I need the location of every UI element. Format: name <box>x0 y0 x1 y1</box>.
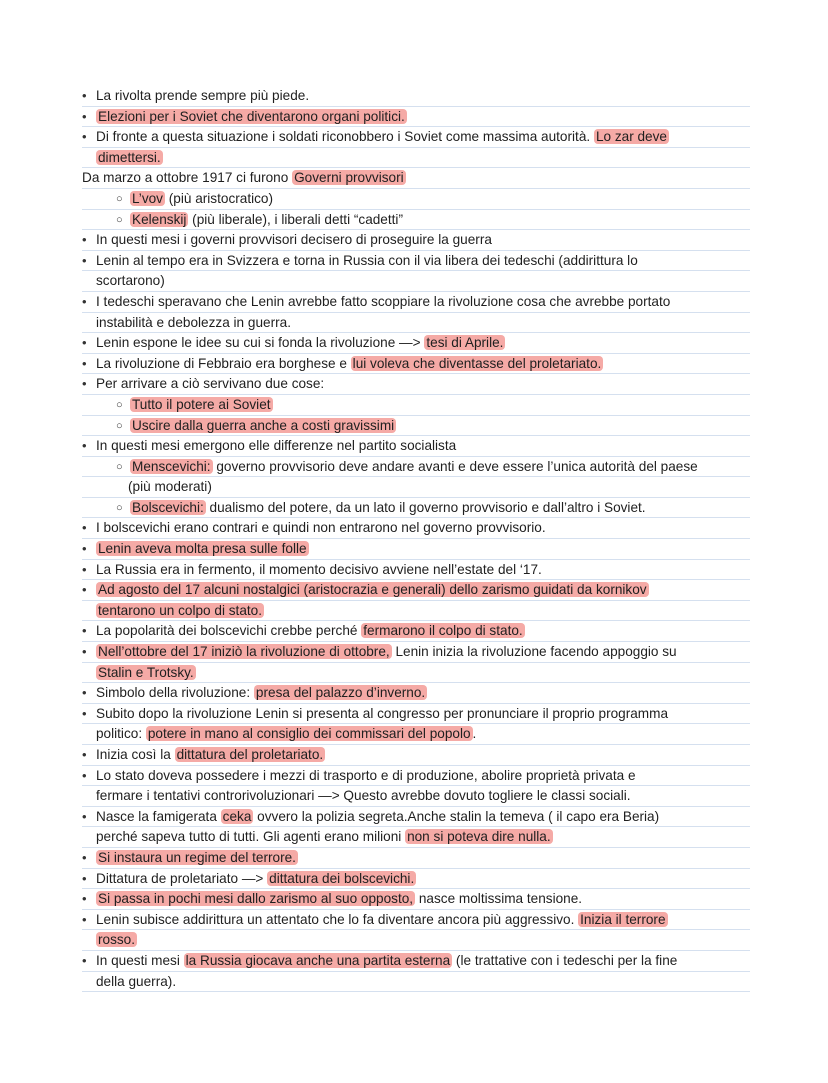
highlighted-text: Menscevichi: <box>132 458 211 474</box>
note-line <box>82 972 750 993</box>
note-text: La popolarità dei bolscevichi crebbe perché <box>96 623 362 639</box>
note-line <box>82 477 750 498</box>
highlighted-text: dimettersi. <box>98 149 161 165</box>
note-text: perché sapeva tutto di tutti. Gli agenti erano milioni <box>96 829 406 845</box>
note-line <box>82 518 750 539</box>
highlighted-text: presa del palazzo d’inverno. <box>255 685 426 701</box>
note-line <box>82 395 750 416</box>
highlighted-text: la Russia giocava anche una partita esterna <box>185 952 451 968</box>
note-line <box>82 642 750 663</box>
note-line <box>82 766 750 787</box>
note-text: I tedeschi speravano che Lenin avrebbe fatto scoppiare la rivoluzione cosa che avrebbe portato <box>96 293 671 309</box>
note-text: Subito dopo la rivoluzione Lenin si presenta al congresso per pronunciare il proprio programma <box>96 705 669 721</box>
note-line <box>82 848 750 869</box>
highlighted-text: Tutto il potere ai Soviet <box>132 396 271 412</box>
highlighted-text: Stalin e Trotsky. <box>98 664 194 680</box>
note-text: Nasce la famigerata <box>96 808 221 824</box>
bullet-icon: • <box>82 747 87 762</box>
bullet-icon: • <box>82 108 87 124</box>
note-line <box>82 416 750 437</box>
note-text: (le trattative con i tedeschi per la fine <box>452 952 678 968</box>
bullet-icon: • <box>82 376 87 392</box>
note-line <box>82 148 750 169</box>
note-text: nasce moltissima tensione. <box>415 891 583 907</box>
note-line <box>82 869 750 890</box>
note-text: Lenin al tempo era in Svizzera e torna in Russia con il via libera dei tedeschi (addirittura lo <box>96 252 638 268</box>
note-line <box>82 86 750 107</box>
bullet-icon: • <box>82 705 87 721</box>
highlighted-text: Inizia il terrore <box>580 911 666 927</box>
notes-list <box>82 86 750 992</box>
note-text: . <box>472 726 477 742</box>
note-text: ovvero la polizia segreta.Anche stalin la temeva ( il capo era Beria) <box>253 808 660 824</box>
note-line <box>82 580 750 601</box>
note-line <box>82 683 750 704</box>
note-line <box>82 724 750 745</box>
note-text: Lenin inizia la rivoluzione facendo appoggio su <box>391 644 677 660</box>
note-line <box>82 374 750 395</box>
bullet-icon: • <box>82 623 87 639</box>
highlighted-text: Elezioni per i Soviet che diventarono organi politici. <box>98 108 405 124</box>
note-line <box>82 827 750 848</box>
highlighted-text: fermarono il colpo di stato. <box>363 623 523 639</box>
bullet-icon: • <box>82 541 87 557</box>
bullet-icon: • <box>82 952 87 968</box>
note-line <box>82 745 750 766</box>
highlighted-text: rosso. <box>98 932 136 948</box>
note-line <box>82 786 750 807</box>
bullet-icon: • <box>82 520 87 536</box>
sub-bullet-icon: ○ <box>116 398 123 411</box>
sub-bullet-icon: ○ <box>116 192 123 205</box>
sub-bullet-icon: ○ <box>116 460 123 473</box>
bullet-icon: • <box>82 891 87 907</box>
note-line <box>82 951 750 972</box>
note-text: Inizia così la <box>96 747 175 762</box>
highlighted-text: ceka <box>222 808 252 824</box>
highlighted-text: Bolscevichi: <box>132 499 204 515</box>
bullet-icon: • <box>82 88 87 103</box>
bullet-icon: • <box>82 293 87 309</box>
note-text: La rivoluzione di Febbraio era borghese e <box>96 355 351 371</box>
note-text: Da marzo a ottobre 1917 ci furono <box>82 170 293 186</box>
highlighted-text: dittatura dei bolscevichi. <box>269 870 415 886</box>
note-line <box>82 354 750 375</box>
bullet-icon: • <box>82 870 87 886</box>
note-text: Lo stato doveva possedere i mezzi di trasporto e di produzione, abolire proprietà privata e <box>96 767 636 783</box>
bullet-icon: • <box>82 232 87 248</box>
bullet-icon: • <box>82 644 87 660</box>
highlighted-text: L’vov <box>132 190 163 206</box>
note-text: La Russia era in fermento, il momento decisivo avviene nell’estate del ‘17. <box>96 561 542 577</box>
bullet-icon: • <box>82 129 87 145</box>
highlighted-text: non si poteva dire nulla. <box>407 829 551 845</box>
note-text: della guerra). <box>96 973 177 989</box>
note-text: (più aristocratico) <box>164 190 274 206</box>
highlighted-text: Ad agosto del 17 alcuni nostalgici (aristocrazia e generali) dello zarismo guidati da kornikov <box>98 582 647 598</box>
note-line <box>82 251 750 272</box>
sub-bullet-icon: ○ <box>116 419 123 432</box>
note-line <box>82 704 750 725</box>
note-text: In questi mesi emergono elle differenze nel partito socialista <box>96 438 457 454</box>
note-line <box>82 189 750 210</box>
highlighted-text: dittatura del proletariato. <box>176 747 324 762</box>
note-line <box>82 539 750 560</box>
note-text: (più moderati) <box>128 479 212 495</box>
note-line <box>82 457 750 478</box>
note-text: La rivolta prende sempre più piede. <box>96 88 310 103</box>
bullet-icon: • <box>82 767 87 783</box>
highlighted-text: Governi provvisori <box>294 170 404 186</box>
note-line <box>82 436 750 457</box>
bullet-icon: • <box>82 561 87 577</box>
bullet-icon: • <box>82 582 87 598</box>
bullet-icon: • <box>82 911 87 927</box>
bullet-icon: • <box>82 355 87 371</box>
bullet-icon: • <box>82 808 87 824</box>
note-text: scortarono) <box>96 273 165 289</box>
note-text: governo provvisorio deve andare avanti e deve essere l’unica autorità del paese <box>212 458 698 474</box>
note-text: (più liberale), i liberali detti “cadetti” <box>188 211 403 227</box>
note-text: Dittatura de proletariato —> <box>96 870 268 886</box>
note-text: instabilità e debolezza in guerra. <box>96 314 291 330</box>
bullet-icon: • <box>82 335 87 351</box>
note-line <box>82 910 750 931</box>
highlighted-text: potere in mano al consiglio dei commissari del popolo <box>147 726 471 742</box>
note-text: dualismo del potere, da un lato il governo provvisorio e dall’altro i Soviet. <box>205 499 646 515</box>
note-line <box>82 663 750 684</box>
note-text: Per arrivare a ciò servivano due cose: <box>96 376 325 392</box>
note-line <box>82 168 750 189</box>
highlighted-text: Si instaura un regime del terrore. <box>98 849 296 865</box>
note-text: I bolscevichi erano contrari e quindi non entrarono nel governo provvisorio. <box>96 520 546 536</box>
note-line <box>82 560 750 581</box>
note-text: Simbolo della rivoluzione: <box>96 685 254 701</box>
note-line <box>82 292 750 313</box>
note-text: In questi mesi i governi provvisori decisero di proseguire la guerra <box>96 232 492 248</box>
highlighted-text: lui voleva che diventasse del proletariato. <box>352 355 602 371</box>
note-line <box>82 807 750 828</box>
highlighted-text: Nell’ottobre del 17 iniziò la rivoluzione di ottobre, <box>98 644 390 660</box>
sub-bullet-icon: ○ <box>116 501 123 514</box>
bullet-icon: • <box>82 685 87 701</box>
highlighted-text: Si passa in pochi mesi dallo zarismo al suo opposto, <box>98 891 414 907</box>
note-text: Lenin espone le idee su cui si fonda la rivoluzione —> <box>96 335 425 351</box>
highlighted-text: Lo zar deve <box>595 129 667 145</box>
note-line <box>82 127 750 148</box>
note-line <box>82 313 750 334</box>
note-line <box>82 889 750 910</box>
note-line <box>82 621 750 642</box>
note-line <box>82 271 750 292</box>
note-line <box>82 333 750 354</box>
note-text: politico: <box>96 726 146 742</box>
note-line <box>82 498 750 519</box>
highlighted-text: Kelenskij <box>132 211 187 227</box>
note-line <box>82 210 750 231</box>
highlighted-text: Lenin aveva molta presa sulle folle <box>98 541 307 557</box>
bullet-icon: • <box>82 252 87 268</box>
note-text: fermare i tentativi controrivoluzionari —> Questo avrebbe dovuto togliere le classi sociali. <box>96 788 631 804</box>
bullet-icon: • <box>82 438 87 454</box>
note-line <box>82 107 750 128</box>
note-line <box>82 930 750 951</box>
sub-bullet-icon: ○ <box>116 213 123 226</box>
note-line <box>82 230 750 251</box>
note-line <box>82 601 750 622</box>
highlighted-text: Uscire dalla guerra anche a costi gravissimi <box>132 417 395 433</box>
highlighted-text: tesi di Aprile. <box>426 335 504 351</box>
note-text: In questi mesi <box>96 952 184 968</box>
note-text: Di fronte a questa situazione i soldati riconobbero i Soviet come massima autorità. <box>96 129 594 145</box>
highlighted-text: tentarono un colpo di stato. <box>98 602 262 618</box>
note-text: Lenin subisce addirittura un attentato che lo fa diventare ancora più aggressivo. <box>96 911 579 927</box>
bullet-icon: • <box>82 849 87 865</box>
